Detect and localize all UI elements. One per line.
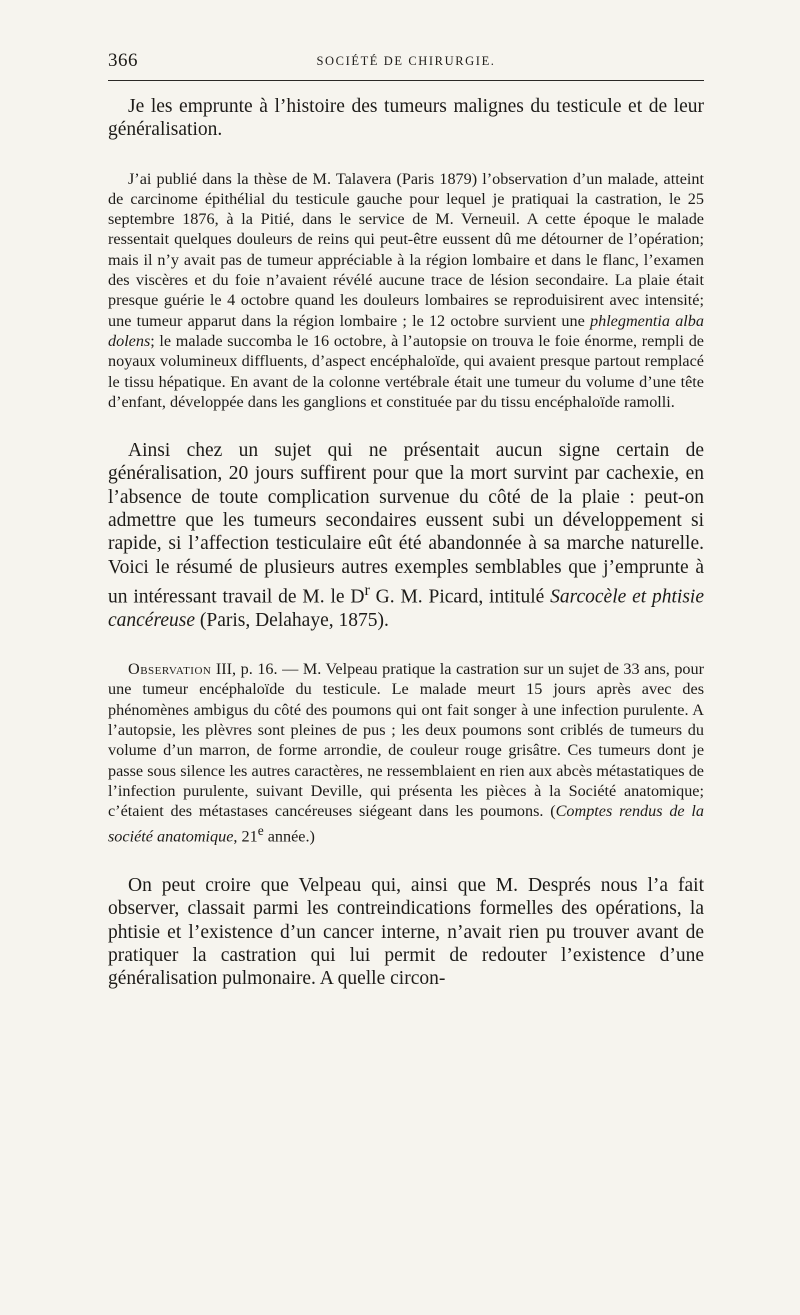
- header-rule: [108, 80, 704, 81]
- page-header: [108, 44, 704, 70]
- running-title: SOCIÉTÉ DE CHIRURGIE.: [316, 54, 496, 68]
- paragraph-velpeau: On peut croire que Velpeau qui, ainsi que M. Després nous l’a fait observer, classait parmi les contreindications formelles des opérations, la phtisie et l’existence d’un cancer interne, n’avait rien pu trouver avant de pratiquer la castration qui lui permit de redouter l’existence d’une généralisation pulmonaire. A quelle circon-: [108, 875, 704, 990]
- italic-term: phlegmentia alba dolens: [108, 311, 704, 350]
- paragraph-case-talavera: J’ai publié dans la thèse de M. Talavera (Paris 1879) l’observation d’un malade, atteint de carcinome épithélial du testicule gauche pour lequel je pratiquai la castration, le 25 septembre 1876, à la Pitié, dans le service de M. Verneuil. A cette époque le malade ressentait quelques douleurs de reins qui peut-être eussent dû me détourner de l’opération; mais il n’y avait pas de tumeur appréciable à la région lombaire et dans le flanc, l’examen des viscères et du foie n’avaient révélé aucune trace de lésion secondaire. La plaie était presque guérie le 4 octobre quand les douleurs lombaires se reproduisirent avec intensité; une tumeur apparut dans la région lombaire ; le 12 octobre survient une phlegmentia alba dolens; le malade succomba le 16 octobre, à l’autopsie on trouva le foie énorme, rempli de noyaux volumineux diffluents, d’aspect encéphaloïde, qui avaient presque partout remplacé le tissu hépatique. En avant de la colonne vertébrale était une tumeur du volume d’une tête d’enfant, développée dans les ganglions et constituée par du tissu encéphaloïde ramolli.: [108, 169, 704, 411]
- italic-reference: Comptes rendus de la société anatomique: [108, 802, 704, 846]
- observation-label: Observation: [128, 660, 212, 679]
- paragraph-generalisation: Ainsi chez un sujet qui ne présentait aucun signe certain de généralisation, 20 jours suffirent pour que la mort survint par cachexie, en l’absence de toute complication survenue du côté de la plaie : peut-on admettre que les tumeurs secondaires eussent subi un développement si rapide, si l’affection testiculaire eût été abandonnée à sa marche naturelle. Voici le résumé de plusieurs autres exemples semblables que j’emprunte à un intéressant travail de M. le $D^r$ G. M. Picard, intitulé Sarcocèle et phtisie cancéreuse (Paris, Delahaye, 1875).: [108, 440, 704, 631]
- italic-title: Sarcocèle et phtisie cancéreuse: [108, 586, 704, 631]
- paragraph-observation-iii: Observation III, p. 16. — M. Velpeau pratique la castration sur un sujet de 33 ans, pour une tumeur encéphaloïde du testicule. Le malade meurt 15 jours après avec des phénomènes ambigus du côté des poumons qui ont fait songer à une infection purulente. A l’autopsie, les plèvres sont pleines de pus ; les deux poumons sont criblés de tumeurs du volume d’un marron, de forme arrondie, de couleur rouge grisâtre. Ces tumeurs dont je passe sous silence les autres caractères, ne ressemblaient en rien aux abcès métastatiques de l’infection purulente, suivant Deville, qui présenta les pièces à la Société anatomique; c’étaient des métastases cancéreuses siégeant dans les poumons. (Comptes rendus de la société anatomique, 21e année.): [108, 660, 704, 846]
- page-number: 366: [108, 50, 138, 71]
- paragraph-intro: Je les emprunte à l’histoire des tumeurs malignes du testicule et de leur généralisation.: [108, 96, 704, 141]
